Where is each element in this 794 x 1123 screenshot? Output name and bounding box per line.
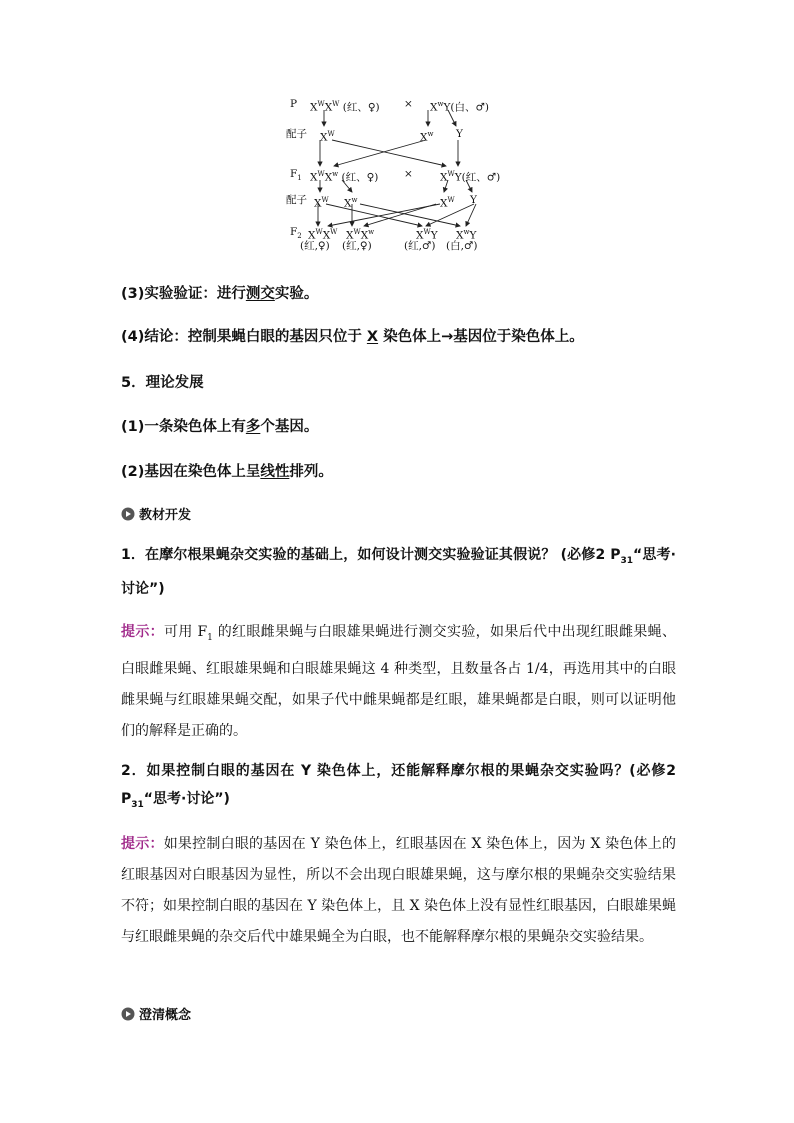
hint-2: 提示：如果控制白眼的基因在 Y 染色体上，红眼基因在 X 染色体上，因为 X 染色体上的红眼基因对白眼基因为显性，所以不会出现白眼雄果蝇，这与摩尔根的果蝇杂交实验结果不符；如果控制白眼的基因在 Y 染色体上，且 X 染色体上没有显性红眼基因，白眼雄果蝇与红眼雌果蝇的杂交后代中雄果蝇全为白眼，也不能解释摩尔根的果蝇杂交实验结果。 (121, 836, 677, 945)
p-label: P (290, 98, 298, 110)
f1-male-genotype: $X^WY$(红、♂) (440, 170, 501, 184)
gamete-label-2: 配子 (286, 194, 307, 206)
hint-1: 提示：可用 $F_1$ 的红眼雌果蝇与白眼雄果蝇进行测交实验，如果后代中出现红眼雌果蝇、白眼雌果蝇、红眼雄果蝇和白眼雄果蝇这 4 种类型，且数量各占 1/4，再选用其中的白眼雌果蝇与红眼雄果蝇交配，如果子代中雌果蝇都是红眼，雄果蝇都是白眼，则可以证明他们的解释是正确的。 (121, 624, 676, 739)
experiment-verification: (3)实验验证：进行测交实验。 (121, 286, 319, 302)
f2-genotype-1: $X^WX^W$ (308, 228, 338, 242)
section-heading-clarify: 澄清概念 (121, 1004, 191, 1023)
gamete-y-male: Y (456, 128, 463, 140)
question-1: 1．在摩尔根果蝇杂交实验的基础上，如何设计测交实验验证其假说？ (必修2 $P_{31}“$思考·讨论”) (121, 547, 677, 597)
f2-phenotype-2: (红,♀) (342, 240, 372, 252)
f2-phenotype-3: (红,♂) (404, 240, 436, 252)
theory-point-1: (1)一条染色体上有多个基因。 (121, 419, 319, 435)
f2-phenotype-4: (白,♂) (446, 240, 478, 252)
f2-phenotype-1: (红,♀) (300, 240, 330, 252)
gamete-f1-xw-a: $X^W$ (314, 196, 329, 210)
cross-symbol-p: × (404, 98, 413, 110)
f1-female-genotype: $X^WX^w$ (红、♀) (310, 170, 379, 184)
f2-genotype-2: $X^WX^w$ (346, 228, 375, 242)
cross-symbol-f1: × (404, 168, 413, 180)
section-play-icon (121, 1007, 135, 1021)
section-heading-textbook: 教材开发 (121, 504, 191, 523)
theory-heading: 5．理论发展 (121, 375, 204, 391)
theory-point-2: (2)基因在染色体上呈线性排列。 (121, 464, 333, 480)
gamete-xw-male: $X^w$ (420, 130, 434, 144)
f2-genotype-3: $X^WY$ (416, 228, 438, 242)
section-play-icon (121, 507, 135, 521)
conclusion: (4)结论：控制果蝇白眼的基因只位于 X 染色体上→基因位于染色体上。 (121, 329, 584, 345)
genetic-cross-diagram (280, 92, 520, 254)
f2-label: $F_2$ (290, 226, 302, 241)
p-male-genotype: $X^wY$(白、♂) (430, 100, 490, 114)
gamete-f1-y: Y (470, 194, 477, 206)
f2-genotype-4: $X^wY$ (456, 228, 477, 242)
gamete-f1-xw-c: $X^W$ (440, 196, 455, 210)
gamete-f1-xw-b: $X^w$ (344, 196, 358, 210)
hint-label-2: 提示： (121, 836, 164, 852)
hint-label-1: 提示： (121, 624, 164, 640)
gamete-xw-female: $X^W$ (320, 130, 335, 144)
gamete-label-1: 配子 (286, 128, 307, 140)
p-female-genotype: $X^WX^W$ (红、♀) (310, 100, 380, 114)
f1-label: $F_1$ (290, 168, 302, 183)
question-2: 2．如果控制白眼的基因在 Y 染色体上，还能解释摩尔根的果蝇杂交实验吗？(必修2 $P_{31}“$思考·讨论”) (121, 763, 676, 810)
